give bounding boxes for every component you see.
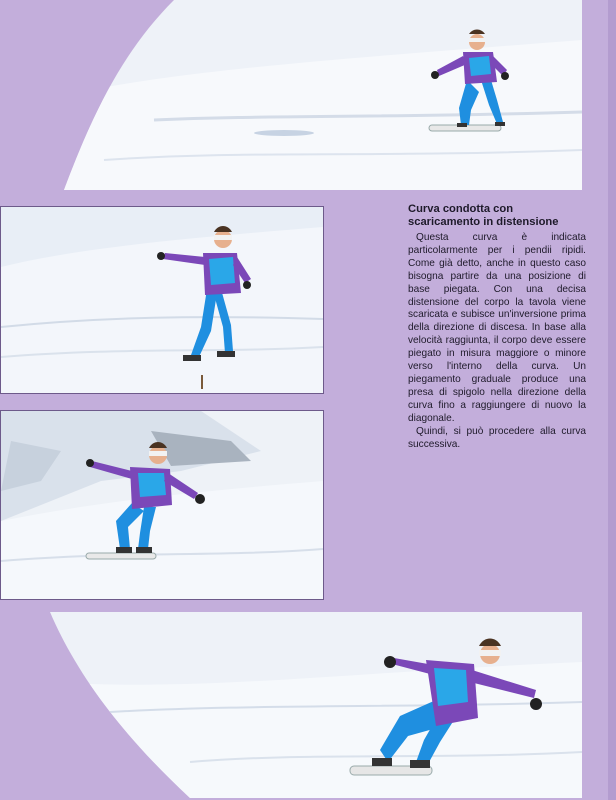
photo-2-image [1,207,323,393]
article-heading [408,203,586,229]
photo-snowboarder-deep-crouch [50,612,582,798]
photo-4-image [50,612,582,798]
body-paragraph-2: Quindi, si può procedere alla curva successiva. [408,425,586,450]
photo-snowboarder-upright [64,0,582,190]
body-paragraph-1: Questa curva è indicata particolarmente per i pendii ripidi. Come già detto, anche in questo caso bisogna partire da una posizione di base piegata. Con una decisa distensione del corpo la tavola viene scaricata e subisce un'inversione prima della direzione di discesa. In base alla velocità raggiunta, il corpo deve essere piegato in misura maggiore o minore verso l'interno della curva. Un piegamento graduale produce una presa di spigolo nella direzione della curva fino a raggiungere di nuovo la diagonale. [408,232,586,424]
photo-1-image [64,0,582,190]
photo-snowboarder-extension [0,206,324,394]
photo-3-image [1,411,323,599]
heading-line-2: scaricamento in distensione [408,216,559,228]
heading-line-1: Curva condotta con [408,203,514,215]
article-text [408,203,586,451]
page-edge [608,0,616,800]
photo-snowboarder-edge-turn [0,410,324,600]
